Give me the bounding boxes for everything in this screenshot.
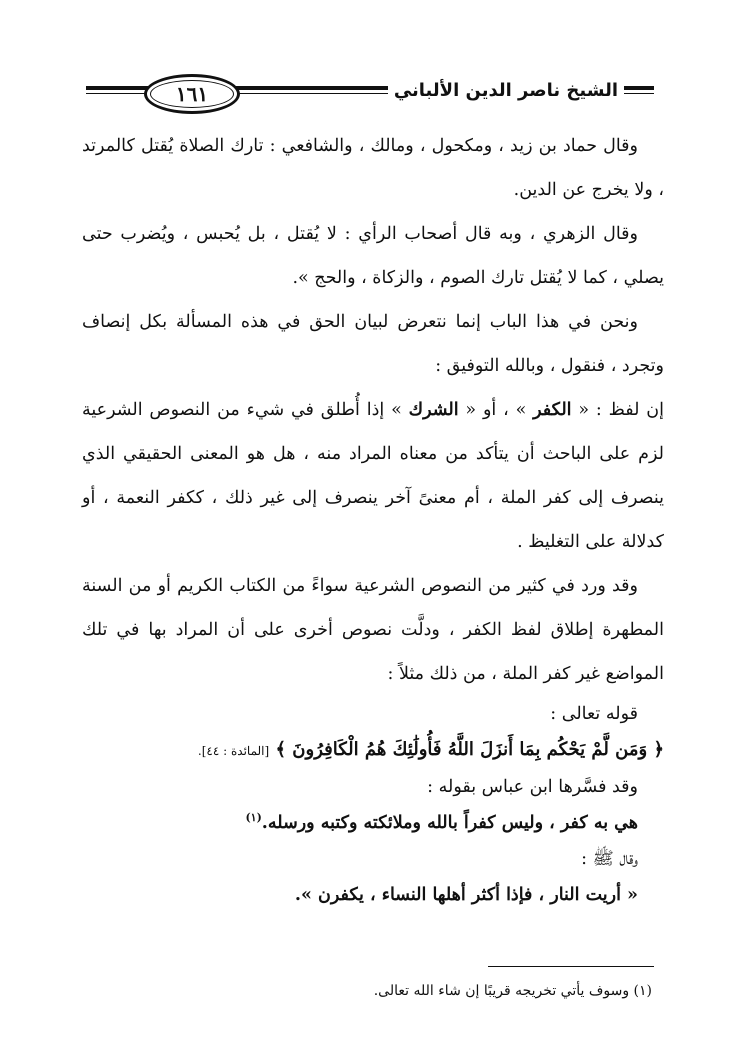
quran-verse — [82, 732, 664, 769]
kufr-middle: » ، أو « — [458, 400, 534, 420]
term-shirk: الشرك — [408, 400, 459, 420]
prophet-intro: وقال ﷺ : — [581, 849, 638, 869]
page-header — [86, 72, 654, 112]
ibn-abbas-intro: وقد فسَّرها ابن عباس بقوله : — [427, 777, 638, 797]
term-kufr: الكفر — [533, 400, 572, 420]
page-number-badge — [144, 74, 240, 114]
running-title: الشيخ ناصر الدين الألباني — [388, 76, 624, 106]
footnote-rule — [488, 966, 654, 967]
ibn-abbas-quote-text: هي به كفر ، وليس كفراً بالله وملائكته وكتبه ورسله. — [261, 813, 638, 833]
ibn-abbas-quote — [82, 805, 664, 841]
paragraph-hammad: وقال حماد بن زيد ، ومكحول ، ومالك ، والشافعي : تارك الصلاة يُقتل كالمرتد ، ولا يخرج عن الدين. — [82, 136, 664, 200]
paragraph-warad: وقد ورد في كثير من النصوص الشرعية سواءً من الكتاب الكريم أو من السنة المطهرة إطلاق لفظ الكفر ، ودلَّت نصوص أخرى على أن المراد بها في تلك المواضع غير كفر الملة ، من ذلك مثلاً : — [82, 576, 664, 684]
paragraph-zuhri: وقال الزهري ، وبه قال أصحاب الرأي : لا يُقتل ، بل يُحبس ، ويُضرب حتى يصلي ، كما لا يُقتل تارك الصوم ، والزكاة ، والحج ». — [82, 224, 664, 288]
footnote-marker: (١) — [245, 811, 262, 825]
verse-text: ﴿ وَمَن لَّمْ يَحْكُم بِمَا أَنزَلَ اللَّهُ فَأُولَٰئِكَ هُمُ الْكَافِرُونَ ﴾ — [275, 739, 664, 760]
kufr-prefix: إن لفظ : « — [571, 400, 664, 420]
page-number: ١٦١ — [175, 82, 209, 106]
paragraph-kufr-shirk — [82, 388, 664, 564]
main-text — [82, 124, 664, 913]
verse-reference: [المائدة : ٤٤]. — [197, 744, 270, 758]
qawluhu-line: قوله تعالى : — [550, 704, 638, 724]
paragraph-nahnu: ونحن في هذا الباب إنما نتعرض لبيان الحق في هذه المسألة بكل إنصاف وتجرد ، فنقول ، وبالله التوفيق : — [82, 312, 664, 376]
footnote: (١) وسوف يأتي تخريجه قريبًا إن شاء الله تعالى. — [373, 983, 652, 999]
hadith-line: « أريت النار ، فإذا أكثر أهلها النساء ، يكفرن ». — [294, 885, 638, 905]
kufr-rest: » إذا أُطلق في شيء من النصوص الشرعية لزم على الباحث أن يتأكد من معناه المراد منه ، هل هو المعنى الحقيقي الذي ينصرف إلى كفر الملة ، أم معنىً آخر ينصرف إلى غير ذلك ، ككفر النعمة ، أو كدلالة على التغليظ . — [82, 400, 664, 552]
